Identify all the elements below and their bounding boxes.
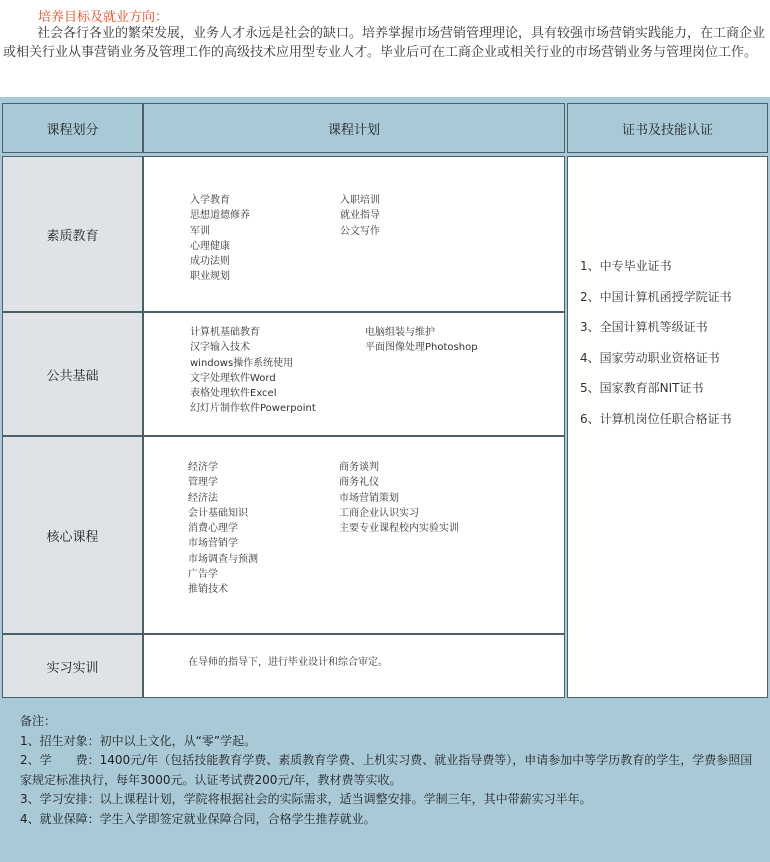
course-list-right [365,325,478,356]
course-item: windows操作系统使用 [190,357,294,369]
category-public-foundation: 公共基础 [2,312,143,436]
certificates-panel [567,156,768,698]
certificate-item: 2、中国计算机函授学院证书 [580,289,732,304]
category-core-courses: 核心课程 [2,436,143,634]
course-item: 工商企业认识实习 [339,507,419,519]
notes-title: 备注： [20,714,57,728]
plan-core-courses [143,436,565,634]
course-list-left [188,655,388,670]
note-item: 4、就业保障：学生入学即签定就业保障合同，合格学生推荐就业。 [20,811,376,826]
course-item: 表格处理软件Excel [190,388,277,400]
course-item: 主要专业课程校内实验实训 [339,523,459,535]
category-internship: 实习实训 [2,634,143,698]
course-item: 商务礼仪 [339,477,379,489]
course-item: 市场营销学 [188,538,238,550]
course-item: 管理学 [188,477,218,489]
section-heading: 培养目标及就业方向： [38,10,169,25]
course-item: 汉字输入技术 [190,342,250,354]
course-list-right [339,460,459,536]
certificate-item: 3、全国计算机等级证书 [580,320,708,334]
note-item: 1、招生对象：初中以上文化，从“零”学起。 [20,733,257,748]
certificate-item: 1、中专毕业证书 [580,259,672,273]
course-item: 入学教育 [190,195,230,206]
course-item: 军训 [190,225,210,237]
course-item: 平面图像处理Photoshop [365,342,478,354]
plan-quality-education [143,156,565,312]
course-item: 在导师的指导下，进行毕业设计和综合审定。 [188,657,388,668]
course-item: 文字处理软件Word [190,372,276,384]
course-item: 经济学 [188,462,218,473]
notes-section [20,712,760,830]
course-item: 市场调查与预测 [188,553,258,565]
course-item: 心理健康 [190,240,230,252]
course-item: 电脑组装与维护 [365,327,435,338]
course-list-left [190,325,316,417]
course-item: 思想道德修养 [190,210,250,222]
course-item: 就业指导 [340,210,380,222]
plan-public-foundation [143,312,565,436]
certificate-list [580,257,732,440]
course-item: 计算机基础教育 [190,327,260,338]
header-category: 课程划分 [2,103,143,153]
certificate-item: 4、国家劳动职业资格证书 [580,350,720,365]
course-item: 商务谈判 [339,462,379,473]
header-certificates: 证书及技能认证 [567,103,768,153]
certificate-item: 6、计算机岗位任职合格证书 [580,411,732,426]
course-item: 公文写作 [340,225,380,237]
category-quality-education: 素质教育 [2,156,143,312]
course-item: 消费心理学 [188,523,238,535]
note-item: 3、学习安排：以上课程计划，学院将根据社会的实际需求，适当调整安排。学制三年，其中带薪实习半年。 [20,792,592,807]
course-item: 职业规划 [190,271,230,283]
course-item: 市场营销策划 [339,492,399,504]
note-item: 2、学 费：1400元/年（包括技能教育学费、素质教育学费、上机实习费、就业指导费等），申请参加中等学历教育的学生，学费参照国家规定标准执行，每年3000元。认证考试费200元/年，教材费等实收。 [20,753,753,787]
course-list-left [190,193,250,285]
course-item: 广告学 [188,569,218,581]
course-list-right [340,193,380,239]
course-item: 成功法则 [190,256,230,268]
plan-internship [143,634,565,698]
course-item: 经济法 [188,492,218,504]
course-item: 幻灯片制作软件Powerpoint [190,403,316,415]
intro-paragraph: 社会各行各业的繁荣发展，业务人才永远是社会的缺口。培养掌握市场营销管理理论，具有较强市场营销实践能力，在工商企业或相关行业从事营销业务及管理工作的高级技术应用型专业人才。毕业后可在工商企业或相关行业的市场营销业务与管理岗位工作。 [3,26,766,60]
course-list-left [188,460,258,598]
certificate-item: 5、国家教育部NIT证书 [580,381,704,395]
course-item: 入职培训 [340,195,380,206]
header-plan: 课程计划 [143,103,565,153]
course-item: 会计基础知识 [188,507,248,519]
course-item: 推销技术 [188,584,228,596]
